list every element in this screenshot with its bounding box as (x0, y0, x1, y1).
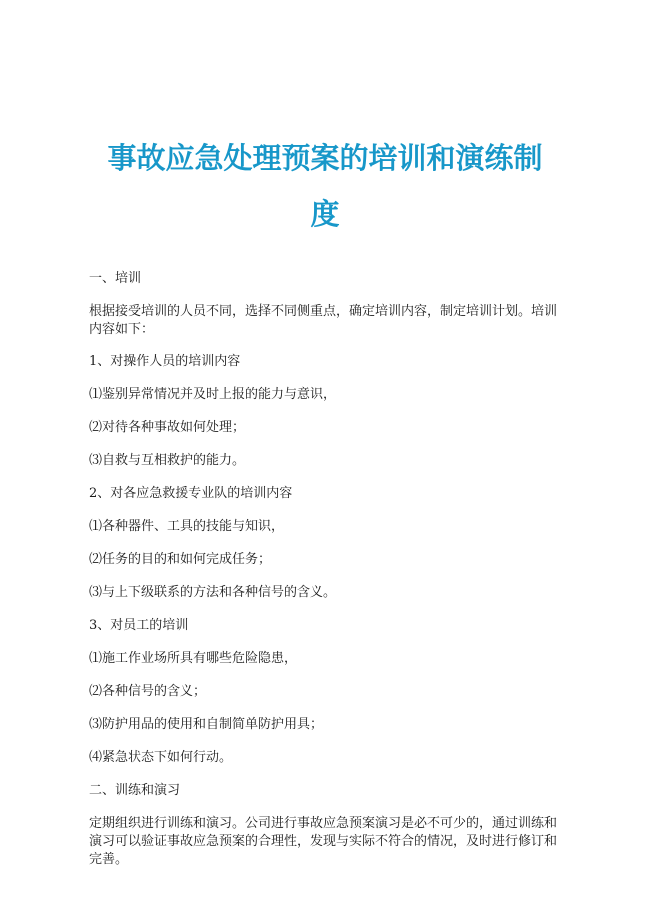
document-title: 事故应急处理预案的培训和演练制度 (107, 141, 543, 231)
list-item: ⑵任务的目的和如何完成任务； (89, 552, 272, 567)
document-body (89, 270, 559, 883)
subsection-heading-operators: 1、对操作人员的培训内容 (89, 354, 241, 369)
list-item: ⑶与上下级联系的方法和各种信号的含义。 (89, 585, 337, 600)
list-item: ⑷紧急状态下如何行动。 (89, 750, 233, 765)
training-intro-paragraph: 根据接受培训的人员不同，选择不同侧重点，确定培训内容，制定培训计划。培训内容如下： (89, 304, 558, 337)
drills-paragraph: 定期组织进行训练和演习。公司进行事故应急预案演习是必不可少的，通过训练和演习可以验证事故应急预案的合理性，发现与实际不符合的情况，及时进行修订和完善。 (89, 816, 558, 867)
list-item: ⑴施工作业场所具有哪些危险隐患， (89, 651, 298, 666)
list-item: ⑵各种信号的含义； (89, 684, 207, 699)
subsection-heading-rescue-teams: 2、对各应急救援专业队的培训内容 (89, 486, 293, 501)
list-item: ⑶自救与互相救护的能力。 (89, 453, 246, 468)
list-item: ⑴各种器件、工具的技能与知识， (89, 519, 285, 534)
list-item: ⑵对待各种事故如何处理； (89, 420, 246, 435)
subsection-heading-employees: 3、对员工的培训 (89, 618, 189, 633)
list-item: ⑶防护用品的使用和自制简单防护用具； (89, 717, 324, 732)
section-heading-training: 一、培训 (89, 271, 142, 286)
section-heading-drills: 二、训练和演习 (89, 783, 181, 798)
list-item: ⑴鉴别异常情况并及时上报的能力与意识， (89, 387, 337, 402)
